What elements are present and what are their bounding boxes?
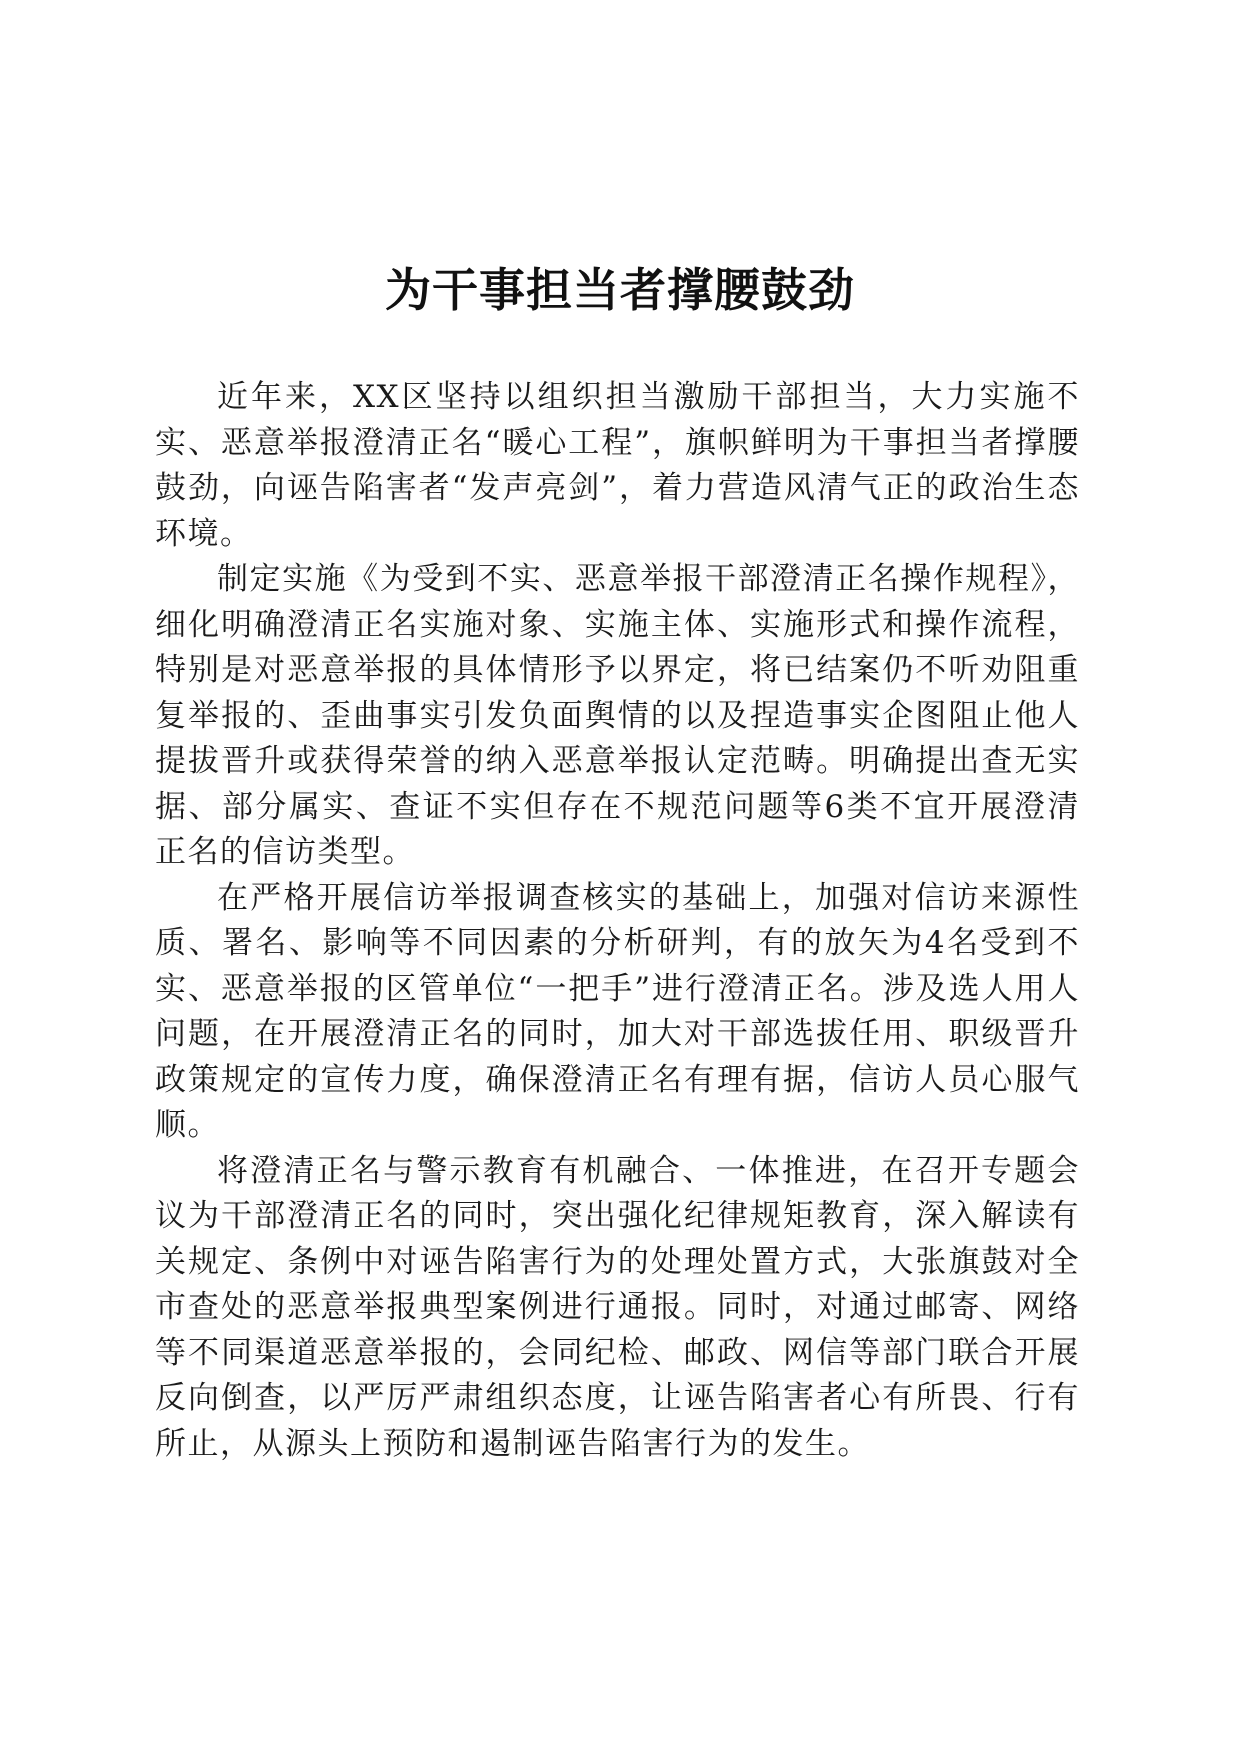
paragraph-2: 制定实施《为受到不实、恶意举报干部澄清正名操作规程》，细化明确澄清正名实施对象、实施主体、实施形式和操作流程，特别是对恶意举报的具体情形予以界定，将已结案仍不听劝阻重复举报的、歪曲事实引发负面舆情的以及捏造事实企图阻止他人提拔晋升或获得荣誉的纳入恶意举报认定范畴。明确提出查无实据、部分属实、查证不实但存在不规范问题等6类不宜开展澄清正名的信访类型。 bbox=[155, 561, 1080, 870]
paragraph-3: 在严格开展信访举报调查核实的基础上，加强对信访来源性质、署名、影响等不同因素的分析研判，有的放矢为4名受到不实、恶意举报的区管单位“一把手”进行澄清正名。涉及选人用人问题，在开展澄清正名的同时，加大对干部选拔任用、职级晋升政策规定的宣传力度，确保澄清正名有理有据，信访人员心服气顺。 bbox=[155, 879, 1080, 1143]
document-body bbox=[155, 375, 1080, 1467]
document-title: 为干事担当者撑腰鼓劲 bbox=[385, 263, 855, 317]
paragraph-4: 将澄清正名与警示教育有机融合、一体推进，在召开专题会议为干部澄清正名的同时，突出强化纪律规矩教育，深入解读有关规定、条例中对诬告陷害行为的处理处置方式，大张旗鼓对全市查处的恶意举报典型案例进行通报。同时，对通过邮寄、网络等不同渠道恶意举报的，会同纪检、邮政、网信等部门联合开展反向倒查，以严厉严肃组织态度，让诬告陷害者心有所畏、行有所止，从源头上预防和遏制诬告陷害行为的发生。 bbox=[155, 1152, 1080, 1462]
paragraph-1: 近年来，XX区坚持以组织担当激励干部担当，大力实施不实、恶意举报澄清正名“暖心工程”，旗帜鲜明为干事担当者撑腰鼓劲，向诬告陷害者“发声亮剑”，着力营造风清气正的政治生态环境。 bbox=[155, 379, 1080, 552]
